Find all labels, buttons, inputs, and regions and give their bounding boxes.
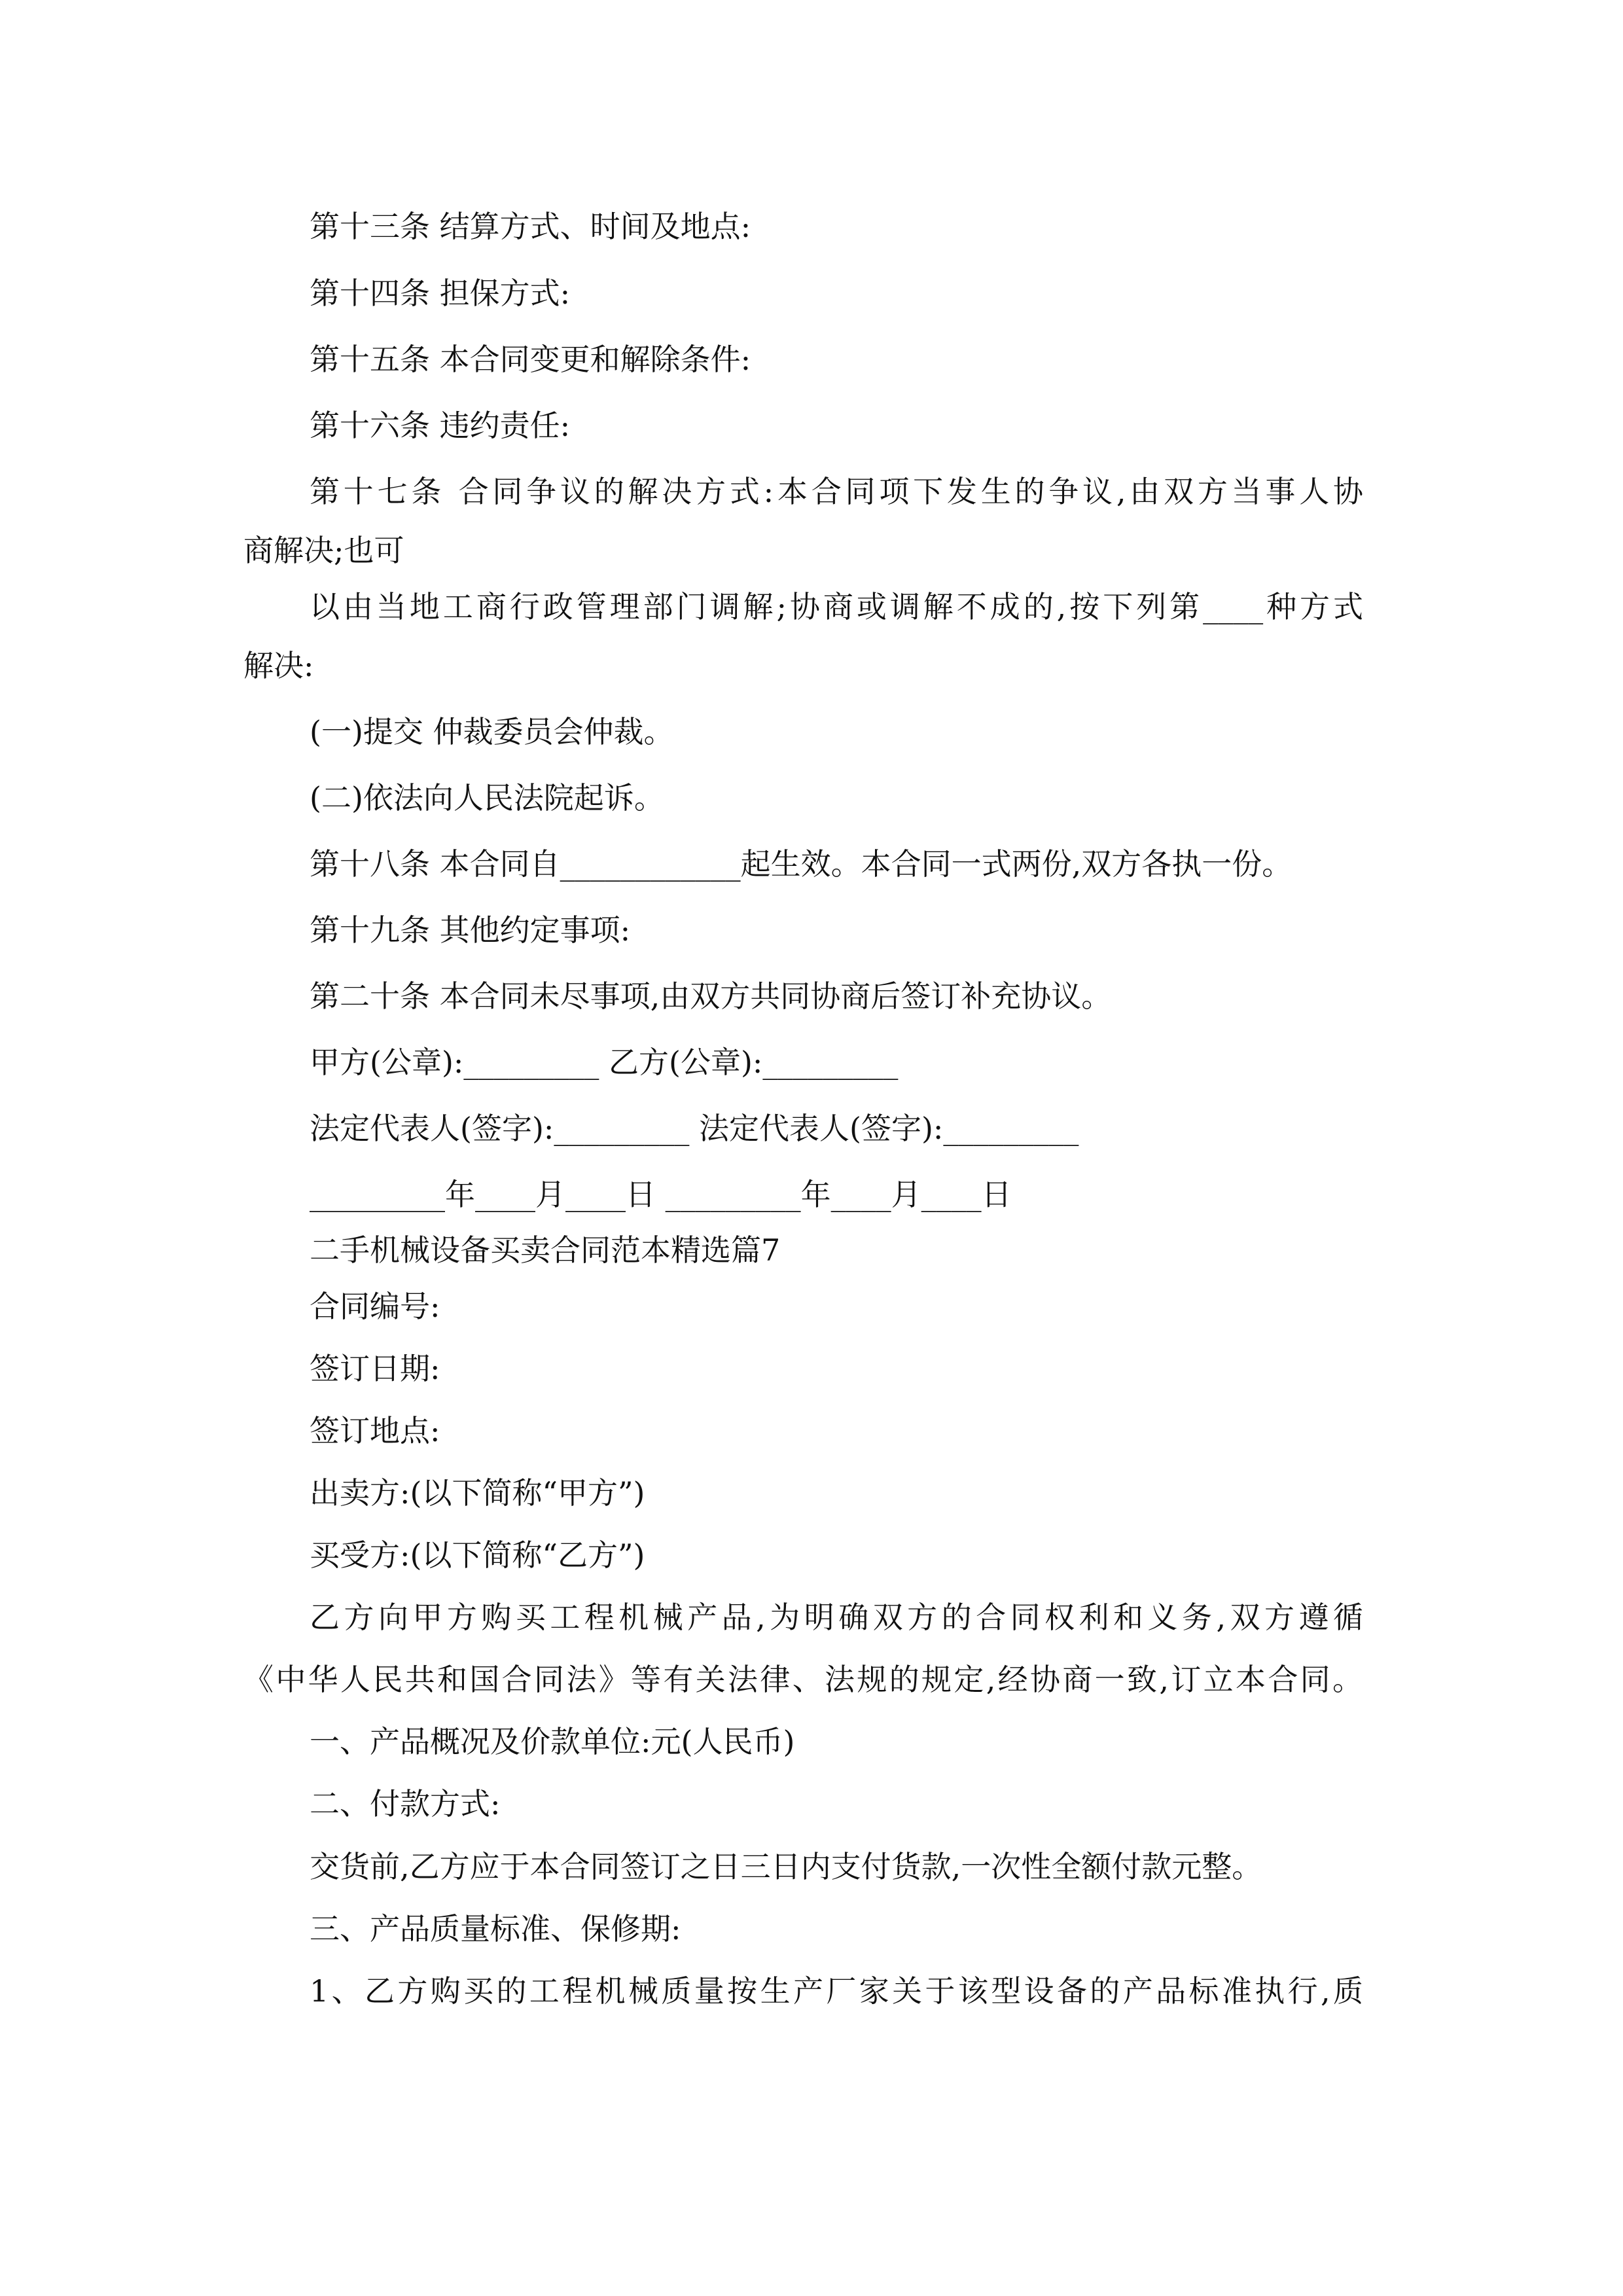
clause-19-other-terms: 第十九条 其他约定事项: — [310, 912, 631, 948]
option-litigation: (二)依法向人民法院起诉。 — [310, 780, 664, 816]
section-1-product-overview: 一、产品概况及价款单位:元(人民币) — [310, 1724, 795, 1759]
clause-16-liability: 第十六条 违约责任: — [310, 408, 571, 443]
seller-label: 出卖方:(以下简称“甲方”) — [310, 1475, 645, 1511]
signing-place-label: 签订地点: — [310, 1413, 440, 1448]
buyer-label: 买受方:(以下简称“乙方”) — [310, 1537, 645, 1573]
section-3-quality-warranty: 三、产品质量标准、保修期: — [310, 1911, 681, 1946]
quality-clause-1: 1、乙方购买的工程机械质量按生产厂家关于该型设备的产品标准执行,质 — [310, 1973, 1363, 2009]
clause-17-disputes-line-3: 以由当地工商行政管理部门调解;协商或调解不成的,按下列第____种方式 — [310, 589, 1363, 624]
clause-20-supplement: 第二十条 本合同未尽事项,由双方共同协商后签订补充协议。 — [310, 978, 1112, 1014]
clause-14-guarantee: 第十四条 担保方式: — [310, 276, 571, 311]
signing-date-label: 签订日期: — [310, 1351, 440, 1386]
option-arbitration: (一)提交 仲裁委员会仲裁。 — [310, 714, 674, 749]
clause-17-disputes-line-1: 第十七条 合同争议的解决方式:本合同项下发生的争议,由双方当事人协 — [310, 474, 1363, 509]
signature-dates: _________年____月____日 _________年____月____日 — [310, 1177, 1012, 1212]
party-seals: 甲方(公章):_________ 乙方(公章):_________ — [310, 1045, 899, 1080]
legal-representative-signatures: 法定代表人(签字):_________ 法定代表人(签字):_________ — [310, 1111, 1079, 1146]
preamble-line-2: 《中华人民共和国合同法》等有关法律、法规的规定,经协商一致,订立本合同。 — [243, 1662, 1363, 1697]
clause-17-disputes-line-2: 商解决;也可 — [243, 533, 404, 568]
clause-17-disputes-line-4: 解决: — [243, 648, 314, 683]
preamble-line-1: 乙方向甲方购买工程机械产品,为明确双方的合同权利和义务,双方遵循 — [310, 1600, 1363, 1635]
section-2-payment: 二、付款方式: — [310, 1786, 501, 1821]
clause-13-settlement: 第十三条 结算方式、时间及地点: — [310, 209, 751, 244]
contract-number-label: 合同编号: — [310, 1289, 440, 1324]
clause-18-effectiveness: 第十八条 本合同自____________起生效。本合同一式两份,双方各执一份。 — [310, 846, 1293, 882]
clause-15-change-termination: 第十五条 本合同变更和解除条件: — [310, 342, 751, 377]
section-title-contract-7: 二手机械设备买卖合同范本精选篇7 — [310, 1232, 781, 1268]
payment-terms: 交货前,乙方应于本合同签订之日三日内支付货款,一次性全额付款元整。 — [310, 1849, 1262, 1884]
